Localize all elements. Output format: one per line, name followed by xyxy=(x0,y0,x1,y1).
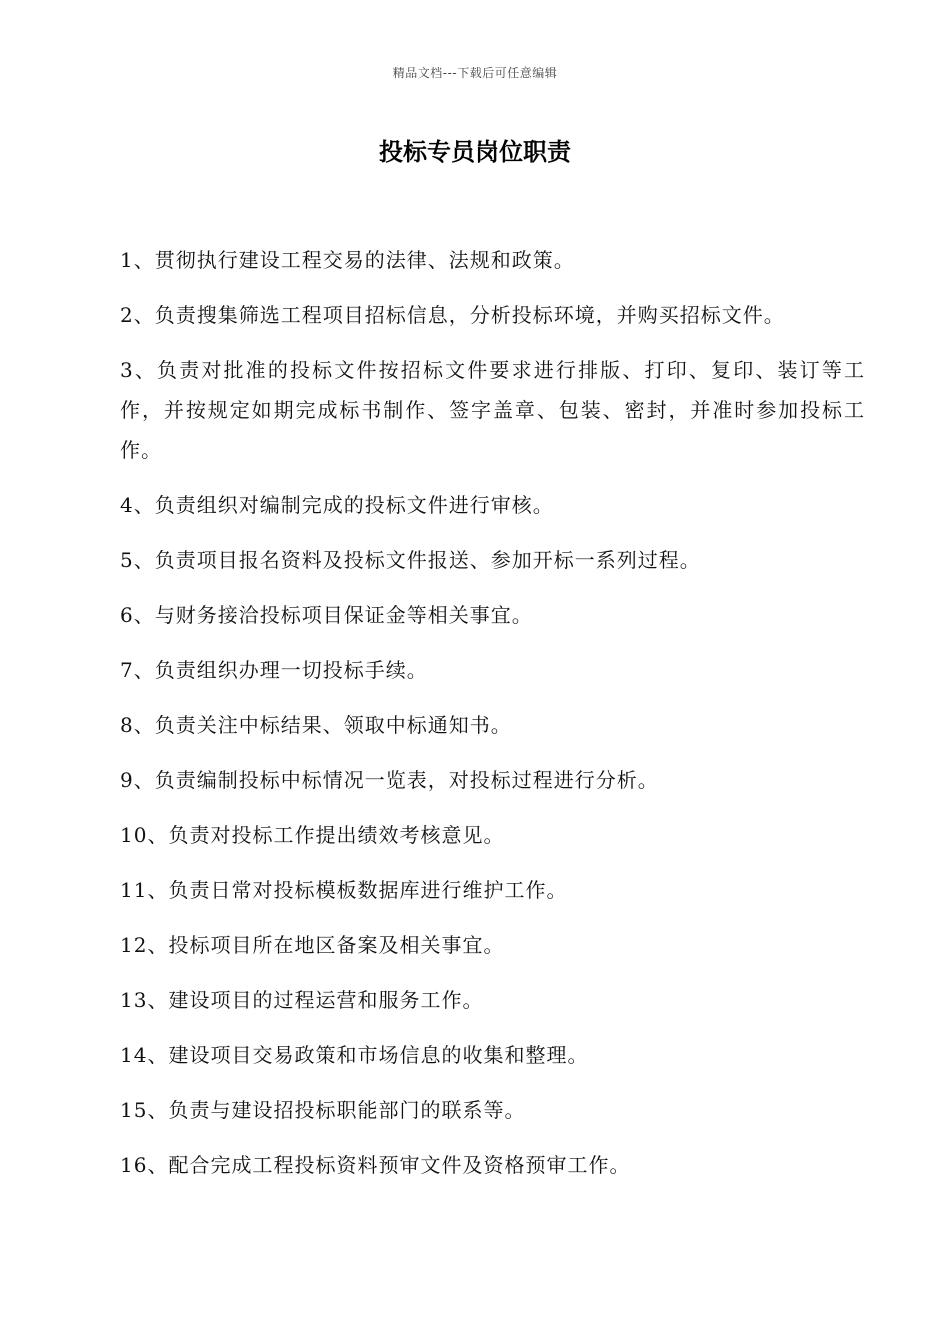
duty-item: 15、负责与建设招投标职能部门的联系等。 xyxy=(120,1098,526,1122)
duty-item: 5、负责项目报名资料及投标文件报送、参加开标一系列过程。 xyxy=(120,548,701,572)
header-note: 精品文档---下载后可任意编辑 xyxy=(392,66,558,80)
duty-item: 8、负责关注中标结果、领取中标通知书。 xyxy=(120,713,512,737)
duty-item: 9、负责编制投标中标情况一览表，对投标过程进行分析。 xyxy=(120,768,659,792)
duty-item: 11、负责日常对投标模板数据库进行维护工作。 xyxy=(120,878,568,902)
duty-item: 13、建设项目的过程运营和服务工作。 xyxy=(120,988,484,1012)
duty-item: 12、投标项目所在地区备案及相关事宜。 xyxy=(120,933,505,957)
duty-item: 10、负责对投标工作提出绩效考核意见。 xyxy=(120,823,505,847)
duty-item: 14、建设项目交易政策和市场信息的收集和整理。 xyxy=(120,1043,589,1067)
duty-item: 7、负责组织办理一切投标手续。 xyxy=(120,658,428,682)
duty-item: 3、负责对批准的投标文件按招标文件要求进行排版、打印、复印、装订等工作，并按规定如期完成标书制作、签字盖章、包装、密封，并准时参加投标工作。 xyxy=(120,358,865,462)
duty-item: 2、负责搜集筛选工程项目招标信息，分析投标环境，并购买招标文件。 xyxy=(120,303,785,327)
duty-list xyxy=(120,240,865,1200)
duty-item: 1、贯彻执行建设工程交易的法律、法规和政策。 xyxy=(120,248,575,272)
duty-item: 6、与财务接洽投标项目保证金等相关事宜。 xyxy=(120,603,533,627)
duty-item: 4、负责组织对编制完成的投标文件进行审核。 xyxy=(120,493,554,517)
page-title: 投标专员岗位职责 xyxy=(379,138,571,166)
duty-item: 16、配合完成工程投标资料预审文件及资格预审工作。 xyxy=(120,1153,631,1177)
